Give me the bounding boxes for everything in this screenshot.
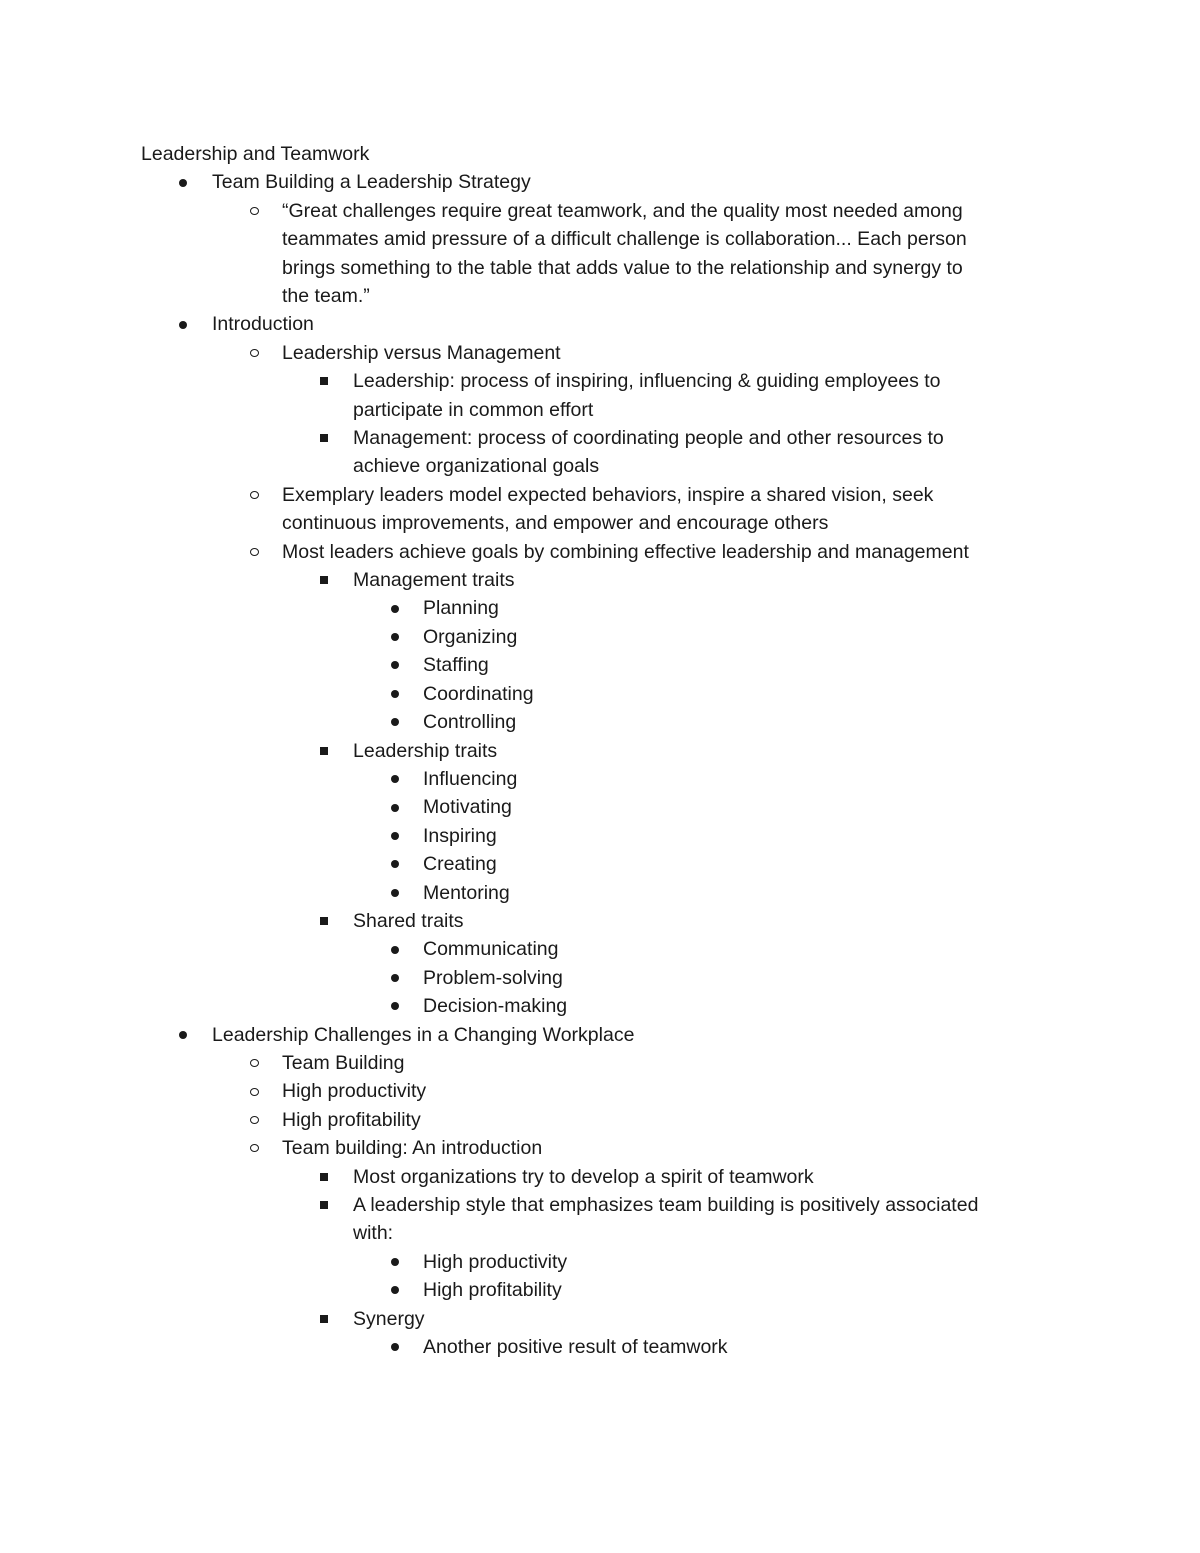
outline-item-level-2 <box>0 538 1200 566</box>
outline-item-text: teammates amid pressure of a difficult challenge is collaboration... Each person <box>282 228 967 251</box>
filled-dot-icon <box>388 623 402 651</box>
filled-square-icon <box>317 1191 331 1219</box>
hollow-circle-icon <box>247 339 261 367</box>
document-title: Leadership and Teamwork <box>141 143 370 165</box>
outline-item-level-4 <box>0 765 1200 793</box>
outline-item-text: Management: process of coordinating people and other resources to <box>353 427 944 450</box>
outline-item-text: Creating <box>423 853 497 876</box>
outline-item-text: “Great challenges require great teamwork, and the quality most needed among <box>282 199 963 222</box>
outline-item-text: Shared traits <box>353 909 464 932</box>
hollow-circle-icon <box>247 1134 261 1162</box>
outline-item-level-2 <box>0 481 1200 538</box>
outline-item-level-4 <box>0 935 1200 963</box>
outline-item-text: Management traits <box>353 569 515 592</box>
filled-square-icon <box>317 737 331 765</box>
outline-item-text: Another positive result of teamwork <box>423 1336 728 1359</box>
filled-dot-icon <box>176 310 190 338</box>
outline-item-level-2 <box>0 339 1200 367</box>
outline-item-level-4 <box>0 793 1200 821</box>
outline-item-level-2 <box>0 197 1200 311</box>
outline-item-text: Synergy <box>353 1307 425 1330</box>
outline-item-text: the team.” <box>282 285 370 308</box>
filled-square-icon <box>317 566 331 594</box>
hollow-circle-icon <box>247 481 261 509</box>
outline-item-text: Staffing <box>423 654 489 677</box>
outline-item-level-4 <box>0 964 1200 992</box>
outline-item-text: High productivity <box>423 1250 568 1273</box>
filled-dot-icon <box>388 850 402 878</box>
outline-item-text: High profitability <box>423 1279 562 1302</box>
outline-item-level-4 <box>0 594 1200 622</box>
outline-item-text: Most organizations try to develop a spirit of teamwork <box>353 1165 814 1188</box>
outline-item-level-3 <box>0 1163 1200 1191</box>
filled-dot-icon <box>388 594 402 622</box>
filled-dot-icon <box>388 793 402 821</box>
filled-dot-icon <box>388 992 402 1020</box>
outline-item-text: Leadership: process of inspiring, influencing & guiding employees to <box>353 370 941 393</box>
filled-square-icon <box>317 1163 331 1191</box>
filled-dot-icon <box>388 765 402 793</box>
outline-item-level-3 <box>0 1191 1200 1248</box>
outline-item-level-1 <box>0 310 1200 338</box>
outline-item-text: Inspiring <box>423 824 497 847</box>
outline-item-level-1 <box>0 1021 1200 1049</box>
outline-item-level-4 <box>0 708 1200 736</box>
outline-item-level-3 <box>0 566 1200 594</box>
outline-item-level-2 <box>0 1049 1200 1077</box>
outline-item-text: Introduction <box>212 313 314 336</box>
filled-dot-icon <box>388 651 402 679</box>
hollow-circle-icon <box>247 1106 261 1134</box>
outline-item-level-2 <box>0 1077 1200 1105</box>
filled-dot-icon <box>388 1248 402 1276</box>
outline-item-text: with: <box>353 1222 394 1245</box>
outline-item-text: Leadership traits <box>353 739 498 762</box>
outline-item-text: High profitability <box>282 1108 421 1131</box>
outline-item-text: Leadership versus Management <box>282 341 561 364</box>
outline-item-level-4 <box>0 992 1200 1020</box>
filled-square-icon <box>317 907 331 935</box>
filled-dot-icon <box>388 935 402 963</box>
outline-item-level-1 <box>0 168 1200 196</box>
outline-item-text: brings something to the table that adds value to the relationship and synergy to <box>282 256 963 279</box>
filled-dot-icon <box>176 168 190 196</box>
outline-item-text: Controlling <box>423 711 517 734</box>
filled-dot-icon <box>388 822 402 850</box>
outline-item-level-4 <box>0 879 1200 907</box>
outline-item-text: Motivating <box>423 796 512 819</box>
outline-item-text: Team Building a Leadership Strategy <box>212 171 531 194</box>
outline-item-text: Coordinating <box>423 682 534 705</box>
outline-item-text: Mentoring <box>423 881 510 904</box>
outline-item-level-3 <box>0 367 1200 424</box>
outline-item-text: Influencing <box>423 767 518 790</box>
outline-item-level-4 <box>0 623 1200 651</box>
outline-item-text: Communicating <box>423 938 559 961</box>
filled-dot-icon <box>388 964 402 992</box>
outline-list <box>0 168 1200 1361</box>
outline-item-level-2 <box>0 1106 1200 1134</box>
filled-dot-icon <box>388 680 402 708</box>
outline-item-text: Organizing <box>423 625 518 648</box>
outline-item-text: Leadership Challenges in a Changing Workplace <box>212 1023 635 1046</box>
filled-dot-icon <box>176 1021 190 1049</box>
outline-item-level-4 <box>0 850 1200 878</box>
outline-item-text: Problem-solving <box>423 966 563 989</box>
filled-dot-icon <box>388 1276 402 1304</box>
outline-item-text: Team building: An introduction <box>282 1137 543 1160</box>
filled-dot-icon <box>388 708 402 736</box>
outline-item-text: High productivity <box>282 1080 427 1103</box>
outline-item-text: A leadership style that emphasizes team building is positively associated <box>353 1194 979 1217</box>
outline-item-text: Planning <box>423 597 499 620</box>
outline-item-level-4 <box>0 822 1200 850</box>
filled-dot-icon <box>388 1333 402 1361</box>
outline-item-level-3 <box>0 737 1200 765</box>
outline-item-text: continuous improvements, and empower and encourage others <box>282 512 829 535</box>
outline-item-text: Exemplary leaders model expected behaviors, inspire a shared vision, seek <box>282 483 934 506</box>
outline-item-text: Decision-making <box>423 995 568 1018</box>
hollow-circle-icon <box>247 1049 261 1077</box>
outline-item-level-3 <box>0 907 1200 935</box>
filled-square-icon <box>317 367 331 395</box>
outline-item-text: Team Building <box>282 1051 405 1074</box>
outline-item-text: Most leaders achieve goals by combining effective leadership and management <box>282 540 969 563</box>
outline-item-level-3 <box>0 424 1200 481</box>
hollow-circle-icon <box>247 1077 261 1105</box>
outline-item-level-3 <box>0 1305 1200 1333</box>
hollow-circle-icon <box>247 197 261 225</box>
outline-item-level-4 <box>0 680 1200 708</box>
hollow-circle-icon <box>247 538 261 566</box>
outline-item-level-4 <box>0 1248 1200 1276</box>
outline-item-level-4 <box>0 1333 1200 1361</box>
outline-item-level-4 <box>0 651 1200 679</box>
filled-square-icon <box>317 424 331 452</box>
filled-dot-icon <box>388 879 402 907</box>
outline-item-text: achieve organizational goals <box>353 455 600 478</box>
outline-item-level-4 <box>0 1276 1200 1304</box>
outline-item-text: participate in common effort <box>353 398 594 421</box>
outline-item-level-2 <box>0 1134 1200 1162</box>
filled-square-icon <box>317 1305 331 1333</box>
